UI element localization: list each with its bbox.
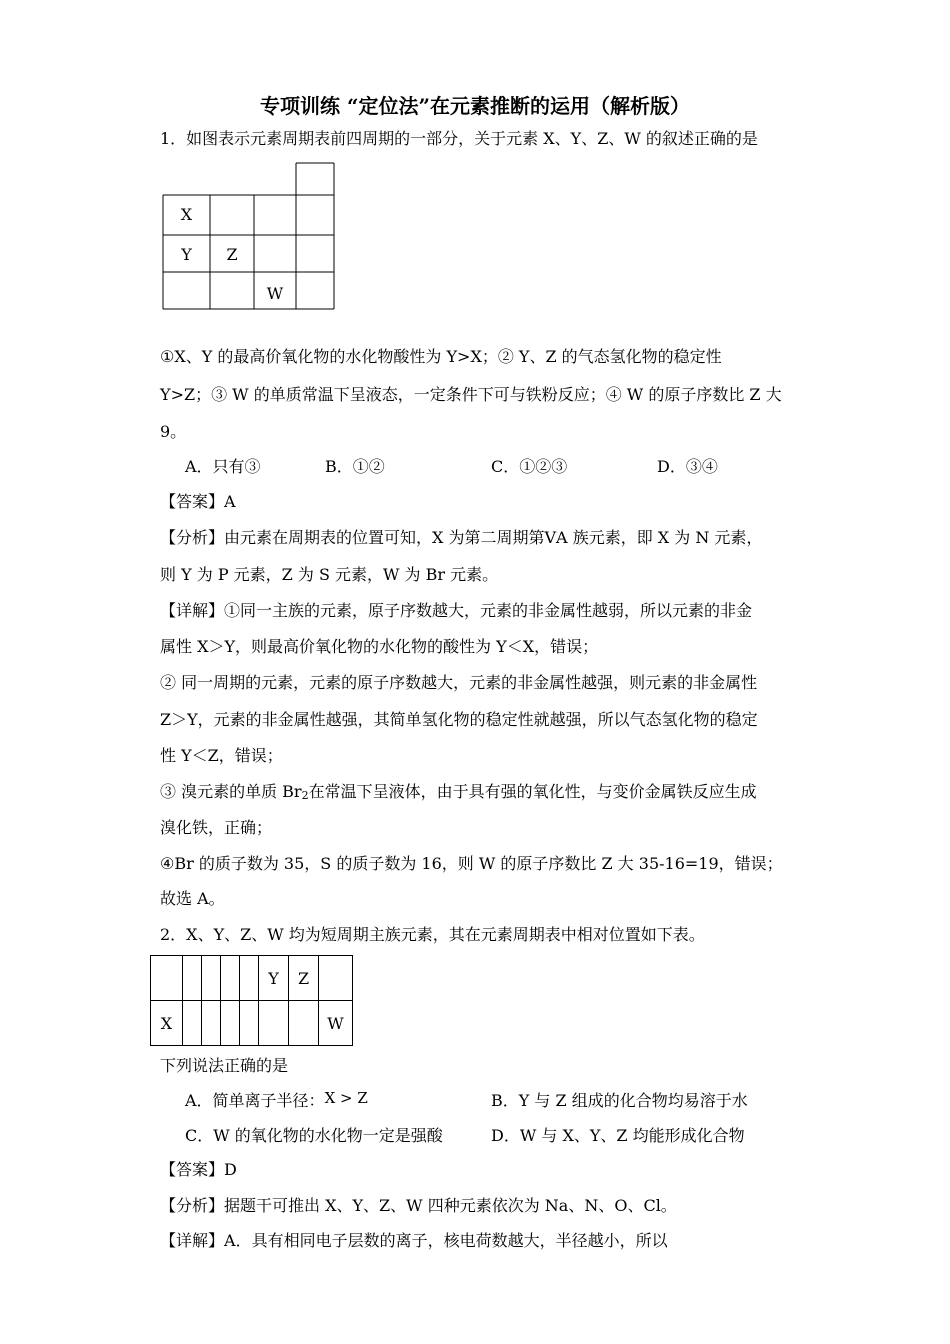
q2-option-a [185,1091,368,1111]
q1-option-b: B．①② [325,457,385,476]
q2-cell [240,956,259,1001]
q1-detail-line6-post: 在常温下呈液体，由于具有强的氧化性，与变价金属铁反应生成 [308,782,757,801]
q2-cell [240,1001,259,1046]
q1-statement-line1: ①X、Y 的最高价氧化物的水化物酸性为 Y>X；② Y、Z 的气态氢化物的稳定性 [160,347,722,366]
q1-cell-w: W [266,284,284,303]
q2-option-a-formula: X > Z [324,1089,368,1107]
q1-cell-x: X [180,205,193,224]
q1-option-c: C．①②③ [491,457,568,476]
q1-stem: 1．如图表示元素周期表前四周期的一部分，关于元素 X、Y、Z、W 的叙述正确的是 [160,129,758,148]
q2-prompt: 下列说法正确的是 [160,1056,289,1075]
q1-detail-line2: 属性 X＞Y，则最高价氧化物的水化物的酸性为 Y＜X，错误； [160,637,599,656]
page-title: 专项训练 “定位法”在元素推断的运用（解析版） [260,94,690,118]
q1-option-a: A．只有③ [185,457,261,476]
q2-cell [151,956,183,1001]
q1-detail-line5: 性 Y＜Z，错误； [160,746,283,765]
q1-detail-line1 [160,601,752,621]
q2-analysis-label: 【分析】 [160,1196,225,1215]
q2-stem: 2．X、Y、Z、W 均为短周期主族元素，其在元素周期表中相对位置如下表。 [160,925,705,944]
q2-cell-y: Y [259,956,289,1001]
q2-cell [319,956,353,1001]
q2-detail-text: A．具有相同电子层数的离子，核电荷数越大，半径越小，所以 [224,1231,668,1250]
q2-cell [202,1001,221,1046]
q2-option-d: D．W 与 X、Y、Z 均能形成化合物 [491,1126,745,1145]
q2-cell [259,1001,289,1046]
q2-option-b: B．Y 与 Z 组成的化合物均易溶于水 [491,1091,748,1110]
q2-cell-x: X [151,1001,183,1046]
q1-cell-z: Z [226,245,238,264]
q1-statement-line3: 9。 [160,422,187,441]
q1-cell-y: Y [181,245,192,264]
q2-analysis-text: 据题干可推出 X、Y、Z、W 四种元素依次为 Na、N、O、Cl。 [224,1196,677,1215]
q2-cell-z: Z [289,956,319,1001]
q2-answer-value: D [224,1160,237,1179]
q2-cell [202,956,221,1001]
q1-detail-line6-sub: 2 [301,789,309,802]
q1-analysis-line2: 则 Y 为 P 元素，Z 为 S 元素，W 为 Br 元素。 [160,565,499,584]
q1-answer-value: A [224,492,236,511]
q2-answer [160,1160,237,1180]
q1-table-grid [160,160,340,315]
q1-answer [160,492,236,512]
q2-option-a-label: A．简单离子半径： [185,1091,325,1110]
q1-analysis-text1: 由元素在周期表的位置可知，X 为第二周期第ⅤA 族元素，即 X 为 N 元素， [224,528,763,547]
q1-statement-line2: Y>Z；③ W 的单质常温下呈液态，一定条件下可与铁粉反应；④ W 的原子序数比 Z 大 [160,385,782,404]
q2-cell [289,1001,319,1046]
q2-table-row [151,1001,353,1046]
q1-detail-line4: Z＞Y，元素的非金属性越强，其简单氢化物的稳定性就越强，所以气态氢化物的稳定 [160,710,758,729]
q1-analysis-label: 【分析】 [160,528,225,547]
q2-cell [183,956,202,1001]
q1-analysis-line1 [160,528,762,548]
q2-answer-label: 【答案】 [160,1160,225,1179]
q1-detail-line3: ② 同一周期的元素，元素的原子序数越大，元素的非金属性越强，则元素的非金属性 [160,673,758,692]
q2-detail [160,1231,668,1251]
q2-cell [183,1001,202,1046]
q1-detail-line6 [160,782,757,806]
q2-cell [221,956,240,1001]
q2-analysis [160,1196,677,1216]
q1-answer-label: 【答案】 [160,492,225,511]
q1-detail-text1: ①同一主族的元素，原子序数越大，元素的非金属性越弱，所以元素的非金 [224,601,753,620]
q1-detail-label: 【详解】 [160,601,225,620]
q2-option-c: C．W 的氧化物的水化物一定是强酸 [185,1126,443,1145]
q1-detail-line8: ④Br 的质子数为 35，S 的质子数为 16，则 W 的原子序数比 Z 大 35-16=19，错误； [160,854,783,873]
q1-detail-line9: 故选 A。 [160,889,225,908]
q2-table-row [151,956,353,1001]
q1-detail-line6-pre: ③ 溴元素的单质 Br [160,782,302,801]
q2-cell-w: W [319,1001,353,1046]
q1-option-d: D．③④ [657,457,718,476]
q2-cell [221,1001,240,1046]
q1-detail-line7: 溴化铁，正确； [160,818,273,837]
q2-periodic-table [150,955,353,1046]
q2-detail-label: 【详解】 [160,1231,225,1250]
